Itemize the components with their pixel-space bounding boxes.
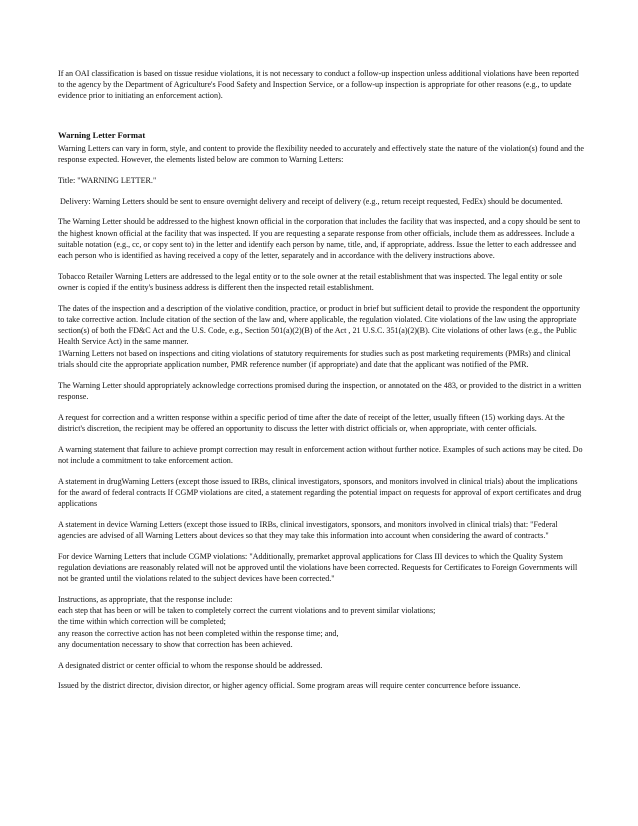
paragraph: The Warning Letter should be addressed to the highest known official in the corporation that includes the facility that was inspected, and a copy should be sent to the highest known official at the facility that was inspected. If you are requesting a separate response from other officials, include them as addressees. Include a suitable notation (e.g., cc, or copy sent to) in the letter and identify each person by name, title, and, if appropriate, address. Issue the letter to each addressee and each person who is identified as having received a copy of the letter, separately and in accordance with the delivery instructions above.	[58, 217, 581, 261]
paragraph: Issued by the district director, division director, or higher agency official. Some program areas will require center concurrence before issuance.	[58, 681, 521, 691]
paragraph: A statement in device Warning Letters (except those issued to IRBs, clinical investigators, sponsors, and monitors involved in clinical trials) that: "Federal agencies are advised of all Warning Letters about devices so that they may take this information into account when considering the award of contracts."	[58, 519, 558, 541]
paragraph: Title: "WARNING LETTER."	[58, 175, 157, 185]
paragraph: Delivery: Warning Letters should be sent to ensure overnight delivery and receipt of delivery (e.g., return receipt requested, FedEx) should be documented.	[58, 196, 563, 206]
paragraph: The dates of the inspection and a description of the violative condition, practice, or product in brief but sufficient detail to provide the respondent the opportunity to take corrective action. Include citation of the section of the law and, where applicable, the regulation violated. Cite violations of the law using the appropriate section(s) of both the FD&C Act and the U.S. Code, e.g., Section 501(a)(2)(B) of the Act , 21 U.S.C. 351(a)(2)(B). Cite violations of other laws (e.g., the Public Health Service Act) in the same manner. 1Warning Letters not based on inspections and citing violations of statutory requirements for studies such as post marketing requirements (PMRs) and clinical trials should cite the appropriate application number, PMR reference number (if appropriate) and date that the applicant was notified of the PMR.	[58, 303, 580, 369]
paragraph: A statement in drugWarning Letters (except those issued to IRBs, clinical investigators, sponsors, and monitors involved in clinical trials) about the implications for the award of federal contracts If CGMP violations are cited, a statement regarding the potential impact on requests for approval of export certificates and drug applications	[58, 476, 582, 509]
paragraph-list	[58, 143, 584, 692]
paragraph: A warning statement that failure to achieve prompt correction may result in enforcement action without further notice. Examples of such actions may be cited. Do not include a commitment to take enforcement action.	[58, 444, 583, 465]
intro-paragraph: If an OAI classification is based on tissue residue violations, it is not necessary to conduct a follow-up inspection unless additional violations have been reported to the agency by the Department of Agriculture's Food Safety and Inspection Service, or a follow-up inspection is appropriate for other reasons (e.g., to update evidence prior to initiating an enforcement action).	[58, 69, 579, 101]
paragraph: Instructions, as appropriate, that the response include: each step that has been or will be taken to completely correct the current violations and to prevent similar violations; the time within which correction will be completed; any reason the corrective action has not been completed within the response time; and, any documentation necessary to show that correction has been achieved.	[58, 595, 436, 649]
paragraph: A designated district or center official to whom the response should be addressed.	[58, 660, 323, 670]
paragraph: For device Warning Letters that include CGMP violations: "Additionally, premarket approval applications for Class III devices to which the Quality System regulation deviations are reasonably related will not be approved until the violations have been corrected. Requests for Certificates to Foreign Governments will not be granted until the violations related to the subject devices have been corrected."	[58, 551, 578, 584]
document-page	[58, 68, 584, 701]
section-heading: Warning Letter Format	[58, 129, 146, 140]
paragraph: A request for correction and a written response within a specific period of time after the date of receipt of the letter, usually fifteen (15) working days. At the district's discretion, the recipient may be offered an opportunity to discuss the letter with district officials or, when appropriate, with center officials.	[58, 412, 565, 433]
paragraph: The Warning Letter should appropriately acknowledge corrections promised during the inspection, or annotated on the 483, or provided to the district in a written response.	[58, 380, 582, 401]
paragraph: Tobacco Retailer Warning Letters are addressed to the legal entity or to the sole owner at the retail establishment that was inspected. The legal entity or sole owner is copied if the entity's business address is different then the inspected retail establishment.	[58, 271, 563, 293]
paragraph: Warning Letters can vary in form, style, and content to provide the flexibility needed to accurately and effectively state the nature of the violation(s) found and the response expected. However, the elements listed below are common to Warning Letters:	[58, 143, 585, 165]
